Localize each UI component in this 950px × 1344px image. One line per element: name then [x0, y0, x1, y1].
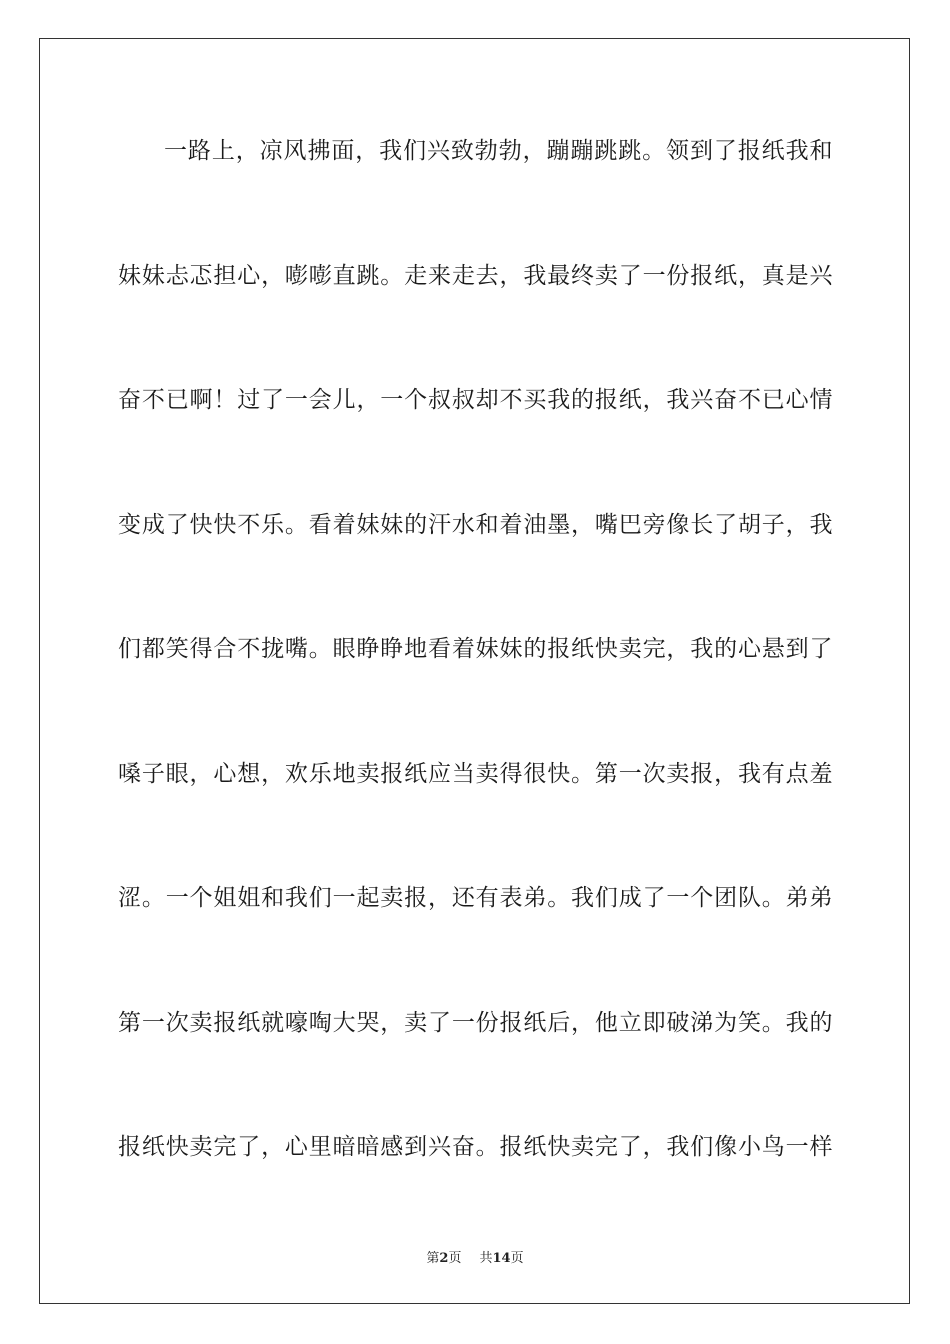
- paragraph-line: 一路上，凉风拂面，我们兴致勃勃，蹦蹦跳跳。领到了报纸我和: [164, 138, 833, 164]
- paragraph-line: 第一次卖报纸就嚎啕大哭，卖了一份报纸后，他立即破涕为笑。我的: [118, 1009, 833, 1036]
- total-label-suffix: 页: [510, 1251, 524, 1266]
- paragraph-line: 报纸快卖完了，心里暗暗感到兴奋。报纸快卖完了，我们像小鸟一样: [118, 1134, 833, 1160]
- page-footer: [0, 1247, 950, 1266]
- document-body: [118, 128, 833, 1249]
- paragraph-line: 们都笑得合不拢嘴。眼睁睁地看着妹妹的报纸快卖完，我的心悬到了: [118, 636, 833, 662]
- paragraph-line: 变成了快快不乐。看着妹妹的汗水和着油墨，嘴巴旁像长了胡子，我: [118, 511, 833, 538]
- page-label-suffix: 页: [448, 1251, 462, 1266]
- paragraph-line: 嗓子眼，心想，欢乐地卖报纸应当卖得很快。第一次卖报，我有点羞: [118, 760, 833, 787]
- paragraph-line: 涩。一个姐姐和我们一起卖报，还有表弟。我们成了一个团队。弟弟: [118, 885, 833, 911]
- total-label-prefix: 共: [479, 1251, 493, 1266]
- paragraph-line: 妹妹忐忑担心，嘭嘭直跳。走来走去，我最终卖了一份报纸，真是兴: [118, 262, 833, 289]
- paragraph-line: 奋不已啊！过了一会儿，一个叔叔却不买我的报纸，我兴奋不已心情: [118, 387, 833, 413]
- current-page-number: 2: [439, 1251, 449, 1266]
- page-label-prefix: 第: [426, 1251, 440, 1266]
- total-page-count: 14: [492, 1251, 511, 1266]
